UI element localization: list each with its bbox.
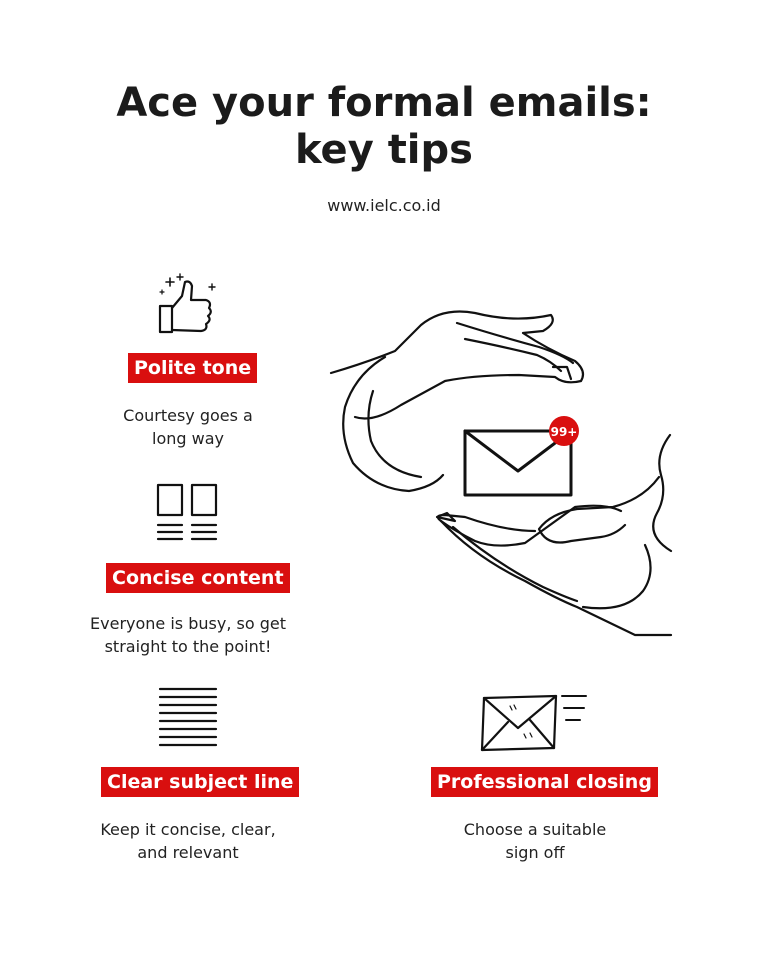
desc-clear-subject-line [58,818,318,864]
desc-clear-subject-line-line2: and relevant [137,843,239,862]
badge-polite-tone: Polite tone [128,353,257,383]
desc-polite-tone-line1: Courtesy goes a [123,406,253,425]
page-title [0,80,768,174]
text-lines-icon [158,687,218,749]
upper-hand-icon [331,312,583,492]
desc-concise-content [58,612,318,658]
badge-professional-closing: Professional closing [431,767,658,797]
desc-polite-tone [78,404,298,450]
envelope-sending-icon [480,690,592,754]
title-line-1: Ace your formal emails: [116,80,652,126]
notification-badge [549,416,579,446]
hands-envelope-illustration [325,295,675,645]
title-line-2: key tips [295,127,473,173]
lower-hand-icon [437,435,671,635]
badge-concise-content: Concise content [106,563,290,593]
desc-professional-closing [420,818,650,864]
columns-icon [155,483,221,545]
desc-professional-closing-line1: Choose a suitable [463,820,607,839]
desc-polite-tone-line2: long way [152,429,224,448]
thumbs-up-icon [150,272,230,337]
website-url: www.ielc.co.id [327,196,441,215]
desc-professional-closing-line2: sign off [505,843,565,862]
desc-concise-content-line2: straight to the point! [104,637,272,656]
desc-concise-content-line1: Everyone is busy, so get [90,614,286,633]
badge-clear-subject-line: Clear subject line [101,767,299,797]
desc-clear-subject-line-line1: Keep it concise, clear, [100,820,276,839]
notification-count: 99+ [550,425,578,439]
